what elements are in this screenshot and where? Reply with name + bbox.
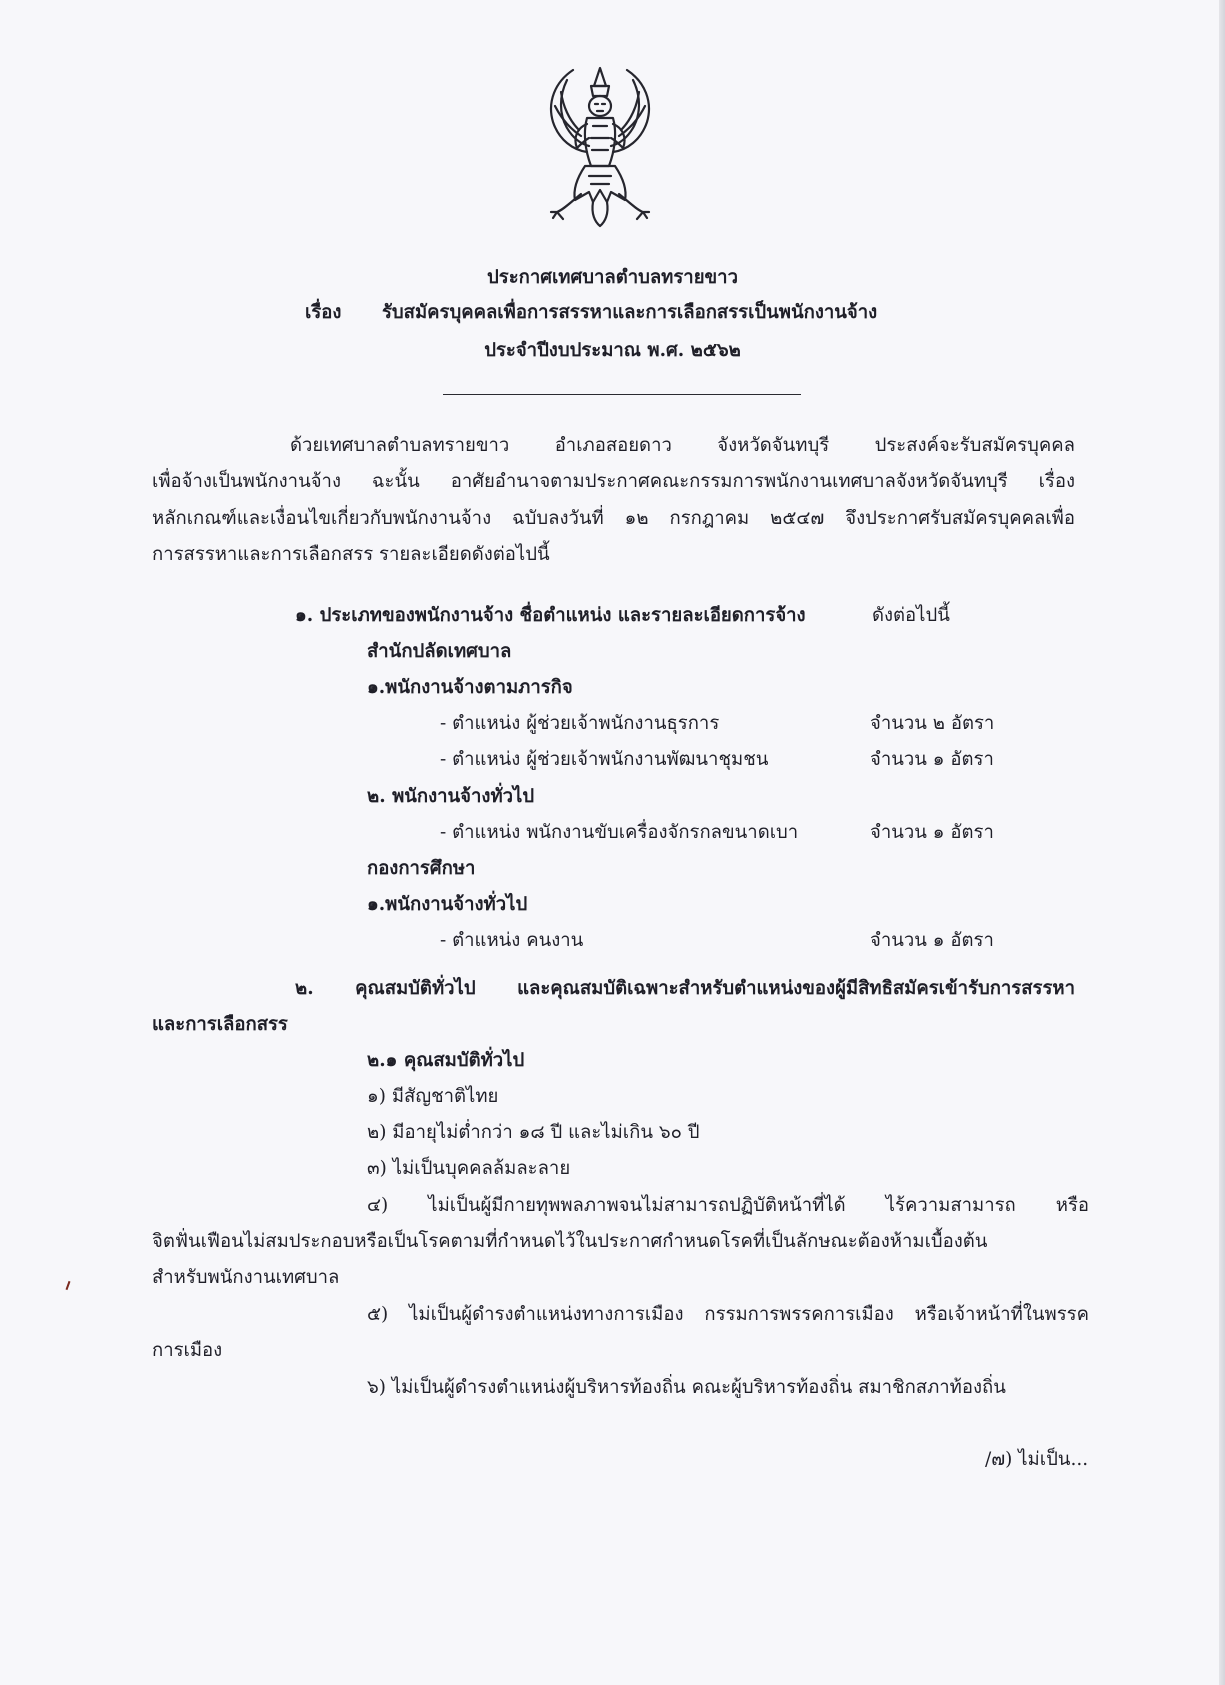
qualification-item: ๒) มีอายุไม่ต่ำกว่า ๑๘ ปี และไม่เกิน ๖๐ ปี [367, 1122, 700, 1143]
subject-text: รับสมัครบุคคลเพื่อการสรรหาและการเลือกสรรเป็นพนักงานจ้าง [382, 302, 878, 323]
header-divider [443, 394, 801, 395]
position-count: จำนวน ๑ อัตรา [870, 822, 994, 843]
qualification-item-cont: สำหรับพนักงานเทศบาล [152, 1267, 340, 1288]
intro-line-2: เพื่อจ้างเป็นพนักงานจ้าง ฉะนั้น อาศัยอำนาจตามประกาศคณะกรรมการพนักงานเทศบาลจังหวัดจันทบุรี เรื่อง [152, 471, 1075, 492]
section2-heading: ๒. คุณสมบัติทั่วไป และคุณสมบัติเฉพาะสำหรับตำแหน่งของผู้มีสิทธิสมัครเข้ารับการสรรหา [295, 978, 1075, 999]
page-continuation: /๗) ไม่เป็น... [985, 1449, 1089, 1470]
qualification-item: ๕) ไม่เป็นผู้ดำรงตำแหน่งทางการเมือง กรรมการพรรคการเมือง หรือเจ้าหน้าที่ในพรรค [367, 1304, 1089, 1325]
section1-heading: ๑. ประเภทของพนักงานจ้าง ชื่อตำแหน่ง และรายละเอียดการจ้าง [295, 605, 806, 626]
qualification-item: ๑) มีสัญชาติไทย [367, 1086, 499, 1107]
qualification-item-cont: จิตฟั่นเฟือนไม่สมประกอบหรือเป็นโรคตามที่กำหนดไว้ในประกาศกำหนดโรคที่เป็นลักษณะต้องห้ามเบื้องต้น [152, 1231, 988, 1252]
group-heading: ๒. พนักงานจ้างทั่วไป [367, 786, 535, 807]
qualification-item: ๔) ไม่เป็นผู้มีกายทุพพลภาพจนไม่สามารถปฏิบัติหน้าที่ได้ ไร้ความสามารถ หรือ [367, 1195, 1089, 1216]
announcement-title: ประกาศเทศบาลตำบลทรายขาว [487, 267, 738, 288]
intro-line-3: หลักเกณฑ์และเงื่อนไขเกี่ยวกับพนักงานจ้าง ฉบับลงวันที่ ๑๒ กรกฎาคม ๒๕๔๗ จึงประกาศรับสมัครบุคคลเพื่อ [152, 508, 1075, 529]
subsection-heading: ๒.๑ คุณสมบัติทั่วไป [367, 1050, 525, 1071]
position-count: จำนวน ๑ อัตรา [870, 749, 994, 770]
qualification-item-cont: การเมือง [152, 1340, 223, 1361]
qualification-item: ๖) ไม่เป็นผู้ดำรงตำแหน่งผู้บริหารท้องถิ่น คณะผู้บริหารท้องถิ่น สมาชิกสภาท้องถิ่น [367, 1377, 1006, 1398]
subject-label: เรื่อง [305, 302, 342, 323]
page-edge [1219, 0, 1225, 1685]
office-name: กองการศึกษา [367, 858, 476, 879]
section2-heading-cont: และการเลือกสรร [152, 1014, 288, 1035]
office-name: สำนักปลัดเทศบาล [367, 641, 512, 662]
position-title: - ตำแหน่ง ผู้ช่วยเจ้าพนักงานธุรการ [440, 713, 720, 734]
position-title: - ตำแหน่ง พนักงานขับเครื่องจักรกลขนาดเบา [440, 822, 799, 843]
qualification-item: ๓) ไม่เป็นบุคคลล้มละลาย [367, 1158, 571, 1179]
group-heading: ๑.พนักงานจ้างตามภารกิจ [367, 677, 573, 698]
ink-speck [66, 1281, 71, 1290]
group-heading: ๑.พนักงานจ้างทั่วไป [367, 894, 528, 915]
garuda-emblem-icon [533, 62, 667, 228]
position-title: - ตำแหน่ง ผู้ช่วยเจ้าพนักงานพัฒนาชุมชน [440, 749, 769, 770]
position-title: - ตำแหน่ง คนงาน [440, 930, 584, 951]
section1-heading-tail: ดังต่อไปนี้ [872, 605, 950, 626]
fiscal-year: ประจำปีงบประมาณ พ.ศ. ๒๕๖๒ [484, 340, 741, 361]
intro-line-4: การสรรหาและการเลือกสรร รายละเอียดดังต่อไปนี้ [152, 544, 550, 565]
position-count: จำนวน ๑ อัตรา [870, 930, 994, 951]
intro-line-1: ด้วยเทศบาลตำบลทรายขาว อำเภอสอยดาว จังหวัดจันทบุรี ประสงค์จะรับสมัครบุคคล [290, 435, 1075, 456]
position-count: จำนวน ๒ อัตรา [870, 713, 995, 734]
